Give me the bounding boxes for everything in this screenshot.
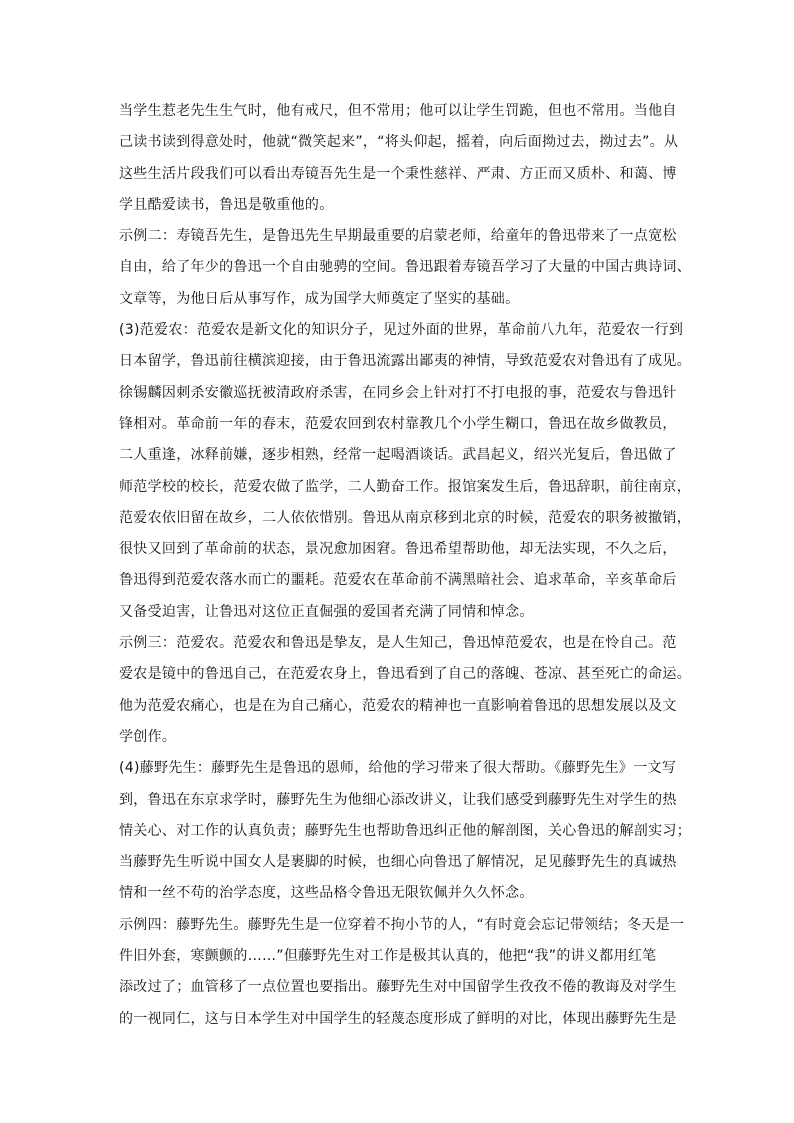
paragraph-shou-jingwu-analysis <box>119 96 679 221</box>
text-line: 文章等，为他日后从事写作，成为国学大师奠定了坚实的基础。 <box>119 290 520 307</box>
text-line: 件旧外套，寒颤颤的……”但藤野先生对工作是极其认真的，他把“我”的讲义都用红笔 <box>119 948 657 965</box>
text-line: (3)范爱农：范爱农是新文化的知识分子，见过外面的世界，革命前八九年，范爱农一行到 <box>119 322 684 339</box>
text-line: 他为范爱农痛心，也是在为自己痛心，范爱农的精神也一直影响着鲁迅的思想发展以及文 <box>119 697 677 714</box>
paragraph-fujino <box>119 753 691 909</box>
paragraph-example-two <box>119 221 691 315</box>
text-line: 情关心、对工作的认真负责；藤野先生也帮助鲁迅纠正他的解剖图，关心鲁迅的解剖实习； <box>119 822 691 839</box>
text-line: 到，鲁迅在东京求学时，藤野先生为他细心添改讲义，让我们感受到藤野先生对学生的热 <box>119 791 677 808</box>
text-line: 徐锡麟因刺杀安徽巡抚被清政府杀害，在同乡会上针对打不打电报的事，范爱农与鲁迅针 <box>119 384 677 401</box>
text-line: 学且酷爱读书，鲁迅是敬重他的。 <box>119 196 334 213</box>
text-line: 师范学校的校长，范爱农做了监学，二人勤奋工作。报馆案发生后，鲁迅辞职，前往南京， <box>119 478 691 495</box>
text-line: 当学生惹老先生生气时，他有戒尺，但不常用；他可以让学生罚跪，但也不常用。当他自 <box>119 103 677 119</box>
text-line: 己读书读到得意处时，他就“微笑起来”，“将头仰起，摇着，向后面拗过去，拗过去”。从 <box>119 134 679 151</box>
paragraph-fan-ainong <box>119 315 691 628</box>
paragraph-example-three <box>119 628 691 753</box>
text-line: 二人重逢，冰释前嫌，逐步相熟，经常一起喝酒谈话。武昌起义，绍兴光复后，鲁迅做了 <box>119 447 677 464</box>
paragraph-example-four <box>119 910 685 1035</box>
text-line: 当藤野先生听说中国女人是裹脚的时候，也细心向鲁迅了解情况，足见藤野先生的真诚热 <box>119 854 677 871</box>
text-line: 这些生活片段我们可以看出寿镜吾先生是一个秉性慈祥、严肃、方正而又质朴、和蔼、博 <box>119 165 677 182</box>
text-line: 日本留学，鲁迅前往横滨迎接，由于鲁迅流露出鄙夷的神情，导致范爱农对鲁迅有了成见。 <box>119 353 691 370</box>
text-line: 学创作。 <box>119 728 177 745</box>
text-line: 范爱农依旧留在故乡，二人依依惜别。鲁迅从南京移到北京的时候，范爱农的职务被撤销， <box>119 509 691 526</box>
text-line: 又备受迫害，让鲁迅对这位正直倔强的爱国者充满了同情和悼念。 <box>119 603 534 620</box>
document-body <box>119 96 691 1035</box>
text-line: 很快又回到了革命前的状态，景况愈加困窘。鲁迅希望帮助他，却无法实现，不久之后， <box>119 541 677 558</box>
text-line: 鲁迅得到范爱农落水而亡的噩耗。范爱农在革命前不满黑暗社会、追求革命，辛亥革命后 <box>119 572 677 589</box>
text-line: 情和一丝不苟的治学态度，这些品格令鲁迅无限钦佩并久久怀念。 <box>119 885 534 902</box>
text-line: 的一视同仁，这与日本学生对中国学生的轻蔑态度形成了鲜明的对比，体现出藤野先生是 <box>119 1010 677 1027</box>
text-line: (4)藤野先生：藤野先生是鲁迅的恩师，给他的学习带来了很大帮助。《藤野先生》一文写 <box>119 760 677 777</box>
text-line: 示例三：范爱农。范爱农和鲁迅是挚友，是人生知己，鲁迅悼范爱农，也是在怜自己。范 <box>119 635 677 652</box>
text-line: 示例二：寿镜吾先生，是鲁迅先生早期最重要的启蒙老师，给童年的鲁迅带来了一点宽松 <box>119 228 677 245</box>
text-line: 锋相对。革命前一年的春末，范爱农回到农村靠教几个小学生糊口，鲁迅在故乡做教员， <box>119 415 677 432</box>
text-line: 添改过了；血管移了一点位置也要指出。藤野先生对中国留学生孜孜不倦的教诲及对学生 <box>119 979 677 996</box>
text-line: 示例四：藤野先生。藤野先生是一位穿着不拘小节的人，“有时竟会忘记带领结；冬天是一 <box>119 916 685 933</box>
text-line: 自由，给了年少的鲁迅一个自由驰骋的空间。鲁迅跟着寿镜吾学习了大量的中国古典诗词、 <box>119 259 691 276</box>
text-line: 爱农是镜中的鲁迅自己，在范爱农身上，鲁迅看到了自己的落魄、苍凉、甚至死亡的命运。 <box>119 666 691 683</box>
